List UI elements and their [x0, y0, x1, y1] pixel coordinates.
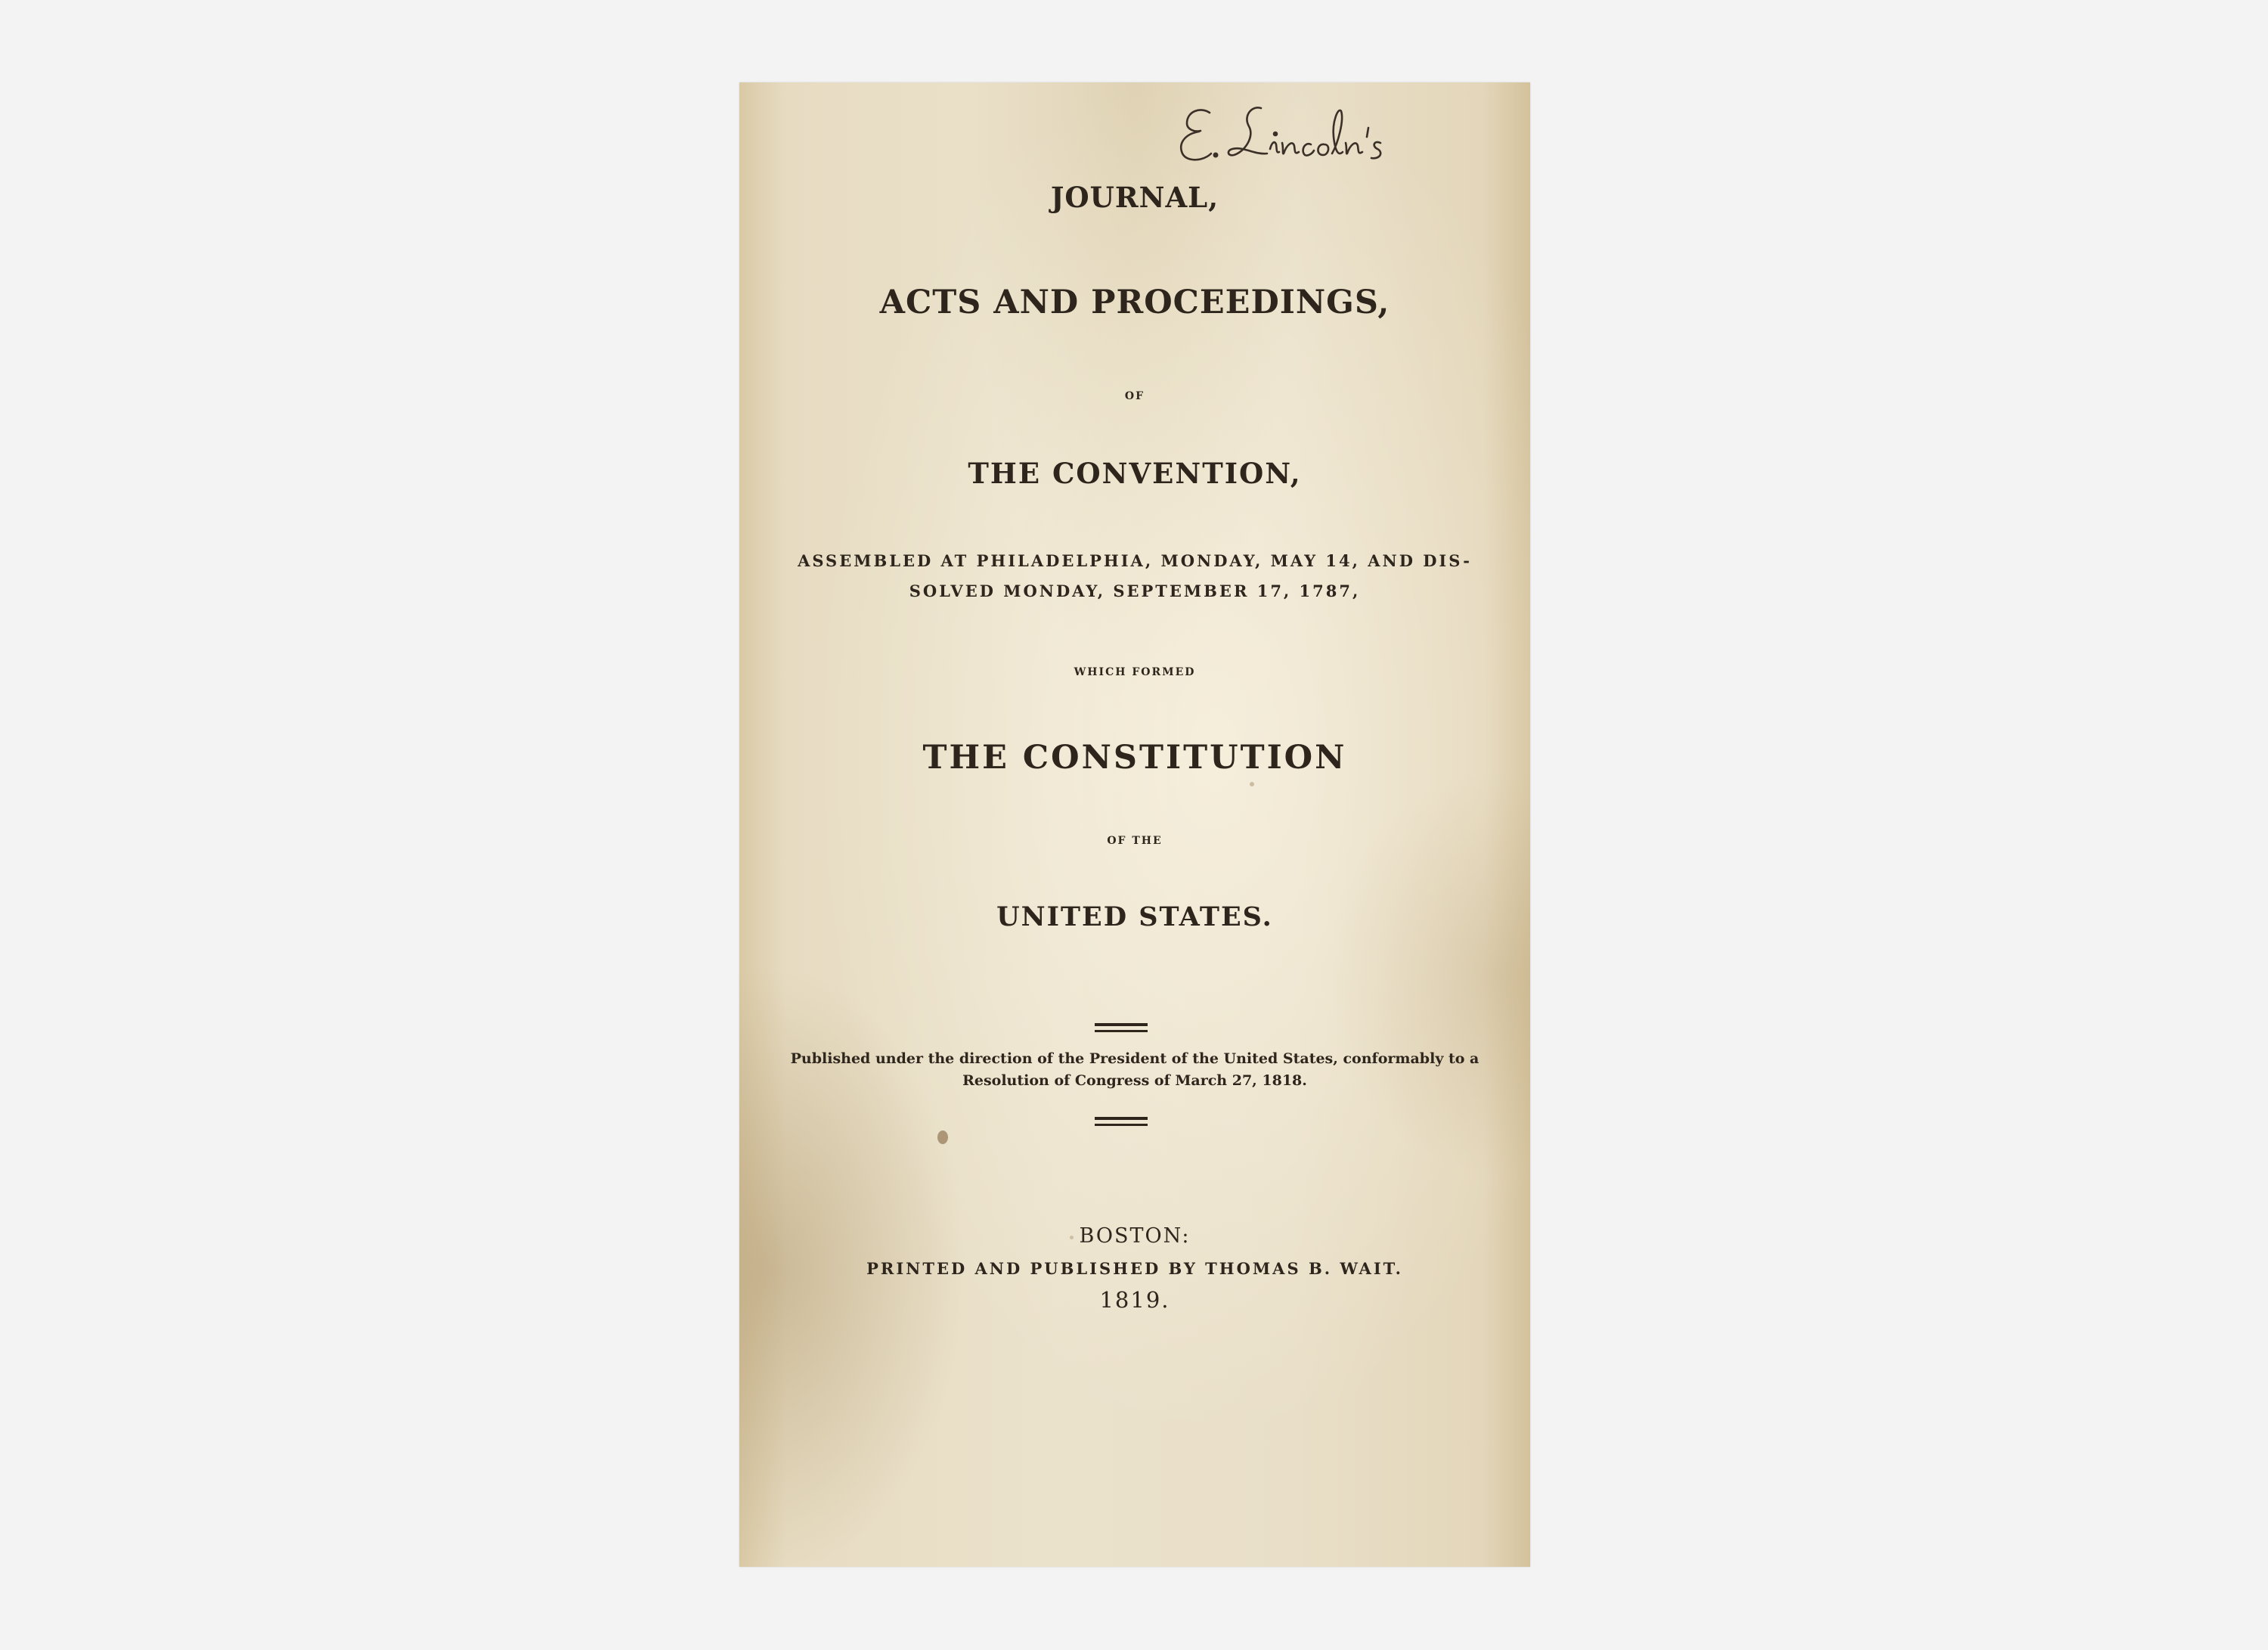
which-formed: WHICH FORMED [1074, 666, 1196, 678]
publication-note-line-2: Resolution of Congress of March 27, 1818. [962, 1072, 1307, 1089]
title-of-the: OF THE [1107, 835, 1163, 847]
title-the-constitution: THE CONSTITUTION [922, 739, 1347, 777]
imprint-year: 1819. [1099, 1287, 1170, 1313]
double-rule-top [1095, 1023, 1148, 1035]
imprint-publisher: PRINTED AND PUBLISHED BY THOMAS B. WAIT. [866, 1259, 1403, 1278]
title-acts-and-proceedings: ACTS AND PROCEEDINGS, [879, 284, 1390, 321]
double-rule-bottom [1095, 1117, 1148, 1129]
imprint-city: BOSTON: [1079, 1224, 1191, 1248]
foxing-spot [937, 1130, 948, 1144]
publication-note-line-1: Published under the direction of the President of the United States, conformably to a [790, 1050, 1479, 1067]
title-page [739, 82, 1530, 1567]
assembled-line-1: ASSEMBLED AT PHILADELPHIA, MONDAY, MAY 14, AND DIS- [798, 551, 1472, 570]
title-the-convention: THE CONVENTION, [968, 457, 1302, 490]
handwritten-signature [1170, 90, 1397, 173]
foxing-spot [1250, 782, 1254, 786]
title-of: OF [1124, 390, 1145, 402]
title-united-states: UNITED STATES. [996, 901, 1273, 932]
assembled-line-2: SOLVED MONDAY, SEPTEMBER 17, 1787, [909, 582, 1361, 600]
title-journal: JOURNAL, [1050, 181, 1219, 214]
